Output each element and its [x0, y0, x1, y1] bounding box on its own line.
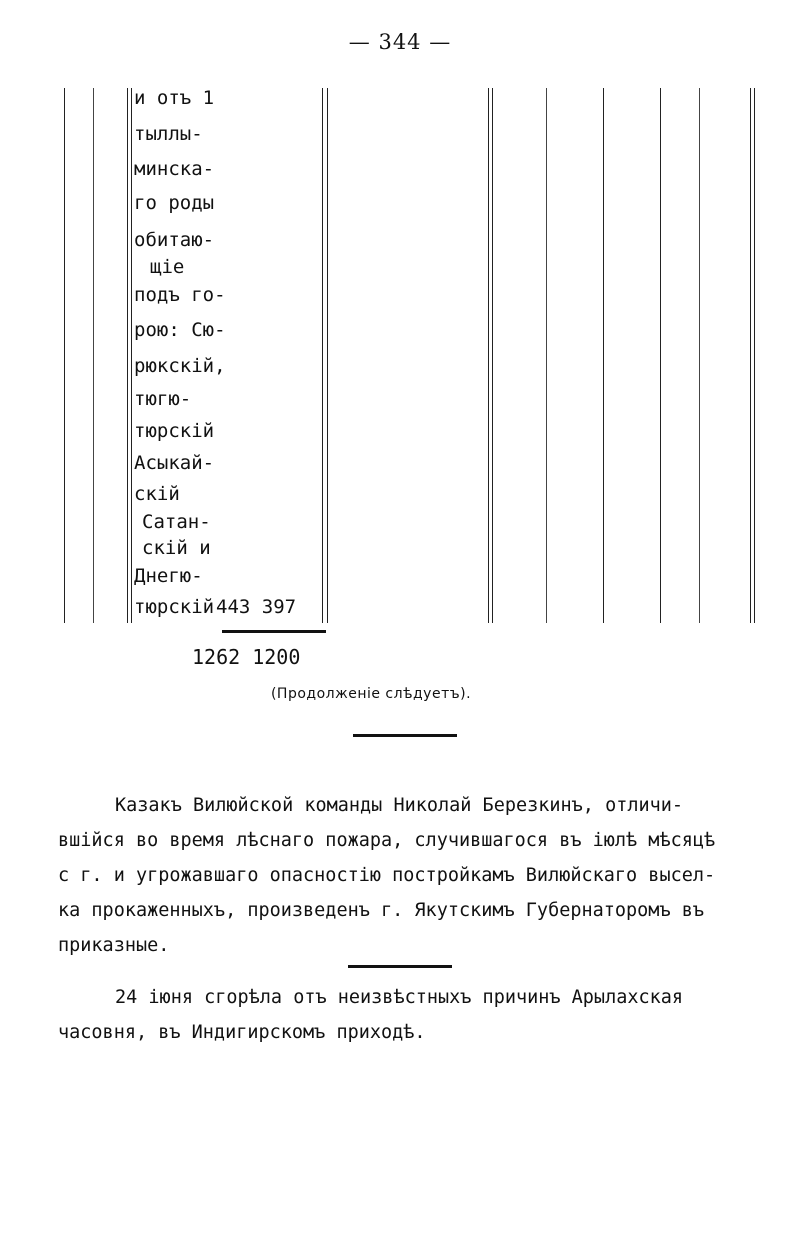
totals-rule	[222, 630, 326, 633]
name-cell-line: Сатан-	[142, 511, 211, 533]
column-rule	[603, 88, 604, 623]
column-rule	[492, 88, 493, 623]
column-rule	[93, 88, 94, 623]
name-cell-line: тюгю-	[134, 388, 192, 410]
name-cell-line: минска-	[134, 158, 215, 180]
name-cell-line: тюрскій	[134, 596, 215, 618]
column-rule	[660, 88, 661, 623]
paragraph-line: ка прокаженныхъ, произведенъ г. Якутскимъ Губернаторомъ въ	[58, 900, 705, 921]
name-cell-line: подъ го-	[134, 284, 226, 306]
column-rule	[699, 88, 700, 623]
section-separator	[348, 965, 452, 968]
paragraph-line: вшійся во время лѣснаго пожара, случившагося въ іюлѣ мѣсяцѣ	[58, 830, 716, 851]
continued-note: (Продолженіе слѣдуетъ).	[270, 686, 472, 702]
name-cell-line: скій и	[142, 537, 211, 559]
name-cell-line: рою: Сю-	[134, 319, 226, 341]
paragraph-line: часовня, въ Индигирскомъ приходѣ.	[58, 1022, 426, 1043]
column-rule	[488, 88, 489, 623]
column-rule	[127, 88, 128, 623]
column-rule	[327, 88, 328, 623]
name-cell-line: Днегю-	[134, 565, 203, 587]
paragraph-line: с г. и угрожавшаго опасностію постройкамъ Вилюйскаго высел-	[58, 865, 716, 886]
column-rule	[64, 88, 65, 623]
name-cell-line: рюкскій,	[134, 355, 226, 377]
column-rule	[546, 88, 547, 623]
paragraph-line: 24 іюня сгорѣла отъ неизвѣстныхъ причинъ Арылахская	[115, 987, 684, 1008]
name-cell-line: тыллы-	[134, 123, 203, 145]
name-cell-line: скій	[134, 483, 180, 505]
totals-values: 1262 1200	[192, 645, 301, 669]
news-paragraph-1	[58, 788, 754, 963]
name-cell-line: тюрскій	[134, 420, 215, 442]
news-paragraph-2	[58, 980, 754, 1050]
column-rule	[754, 88, 755, 623]
row-values: 443 397	[216, 596, 297, 618]
page-number: — 344 —	[348, 30, 452, 54]
column-rule	[750, 88, 751, 623]
paragraph-line: Казакъ Вилюйской команды Николай Березкинъ, отличи-	[115, 795, 684, 816]
name-cell-line: обитаю-	[134, 229, 215, 251]
name-cell-line: го роды	[134, 192, 215, 214]
section-separator	[353, 734, 457, 737]
column-rule	[131, 88, 132, 623]
column-rule	[322, 88, 323, 623]
paragraph-line: приказные.	[58, 935, 170, 956]
name-cell-line: Асыкай-	[134, 452, 215, 474]
name-cell-line: щіе	[150, 256, 185, 278]
name-cell-line: и отъ 1	[134, 87, 215, 109]
